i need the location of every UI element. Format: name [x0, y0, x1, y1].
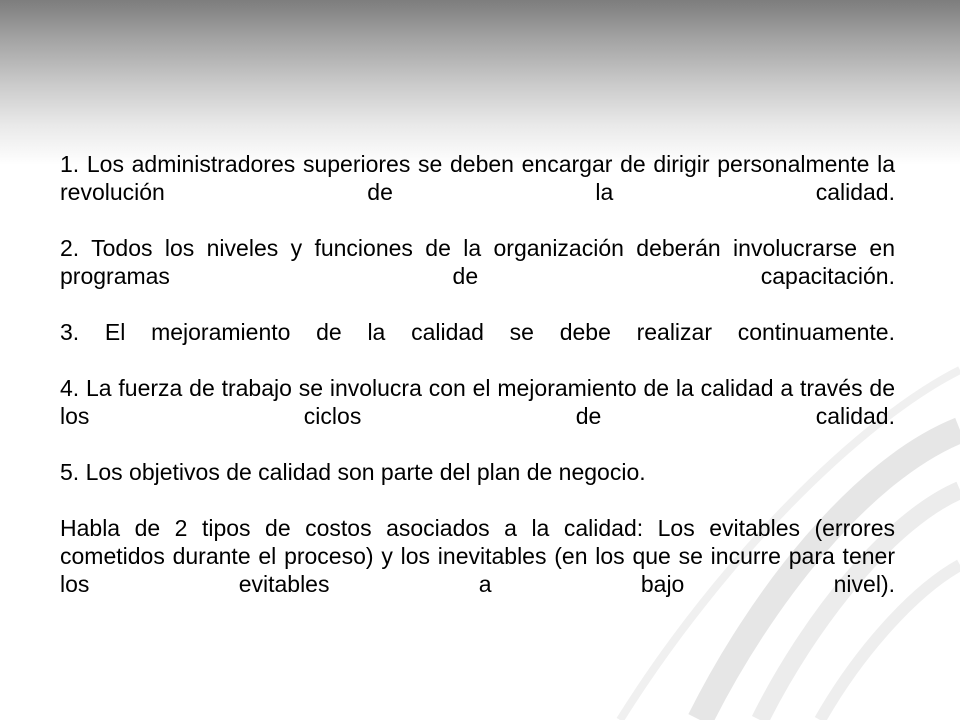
point-5: 5. Los objetivos de calidad son parte del plan de negocio.	[60, 459, 646, 485]
closing-paragraph: Habla de 2 tipos de costos asociados a la calidad: Los evitables (errores cometidos durante el proceso) y los inevitables (en los que se incurre para tener los evitables a bajo nivel).	[60, 515, 895, 597]
slide-body	[60, 150, 895, 626]
point-3: 3. El mejoramiento de la calidad se debe realizar continuamente.	[60, 319, 895, 345]
point-1: 1. Los administradores superiores se deben encargar de dirigir personalmente la revolución de la calidad.	[60, 151, 895, 205]
point-4: 4. La fuerza de trabajo se involucra con el mejoramiento de la calidad a través de los ciclos de calidad.	[60, 375, 895, 429]
point-2: 2. Todos los niveles y funciones de la organización deberán involucrarse en programas de capacitación.	[60, 235, 895, 289]
